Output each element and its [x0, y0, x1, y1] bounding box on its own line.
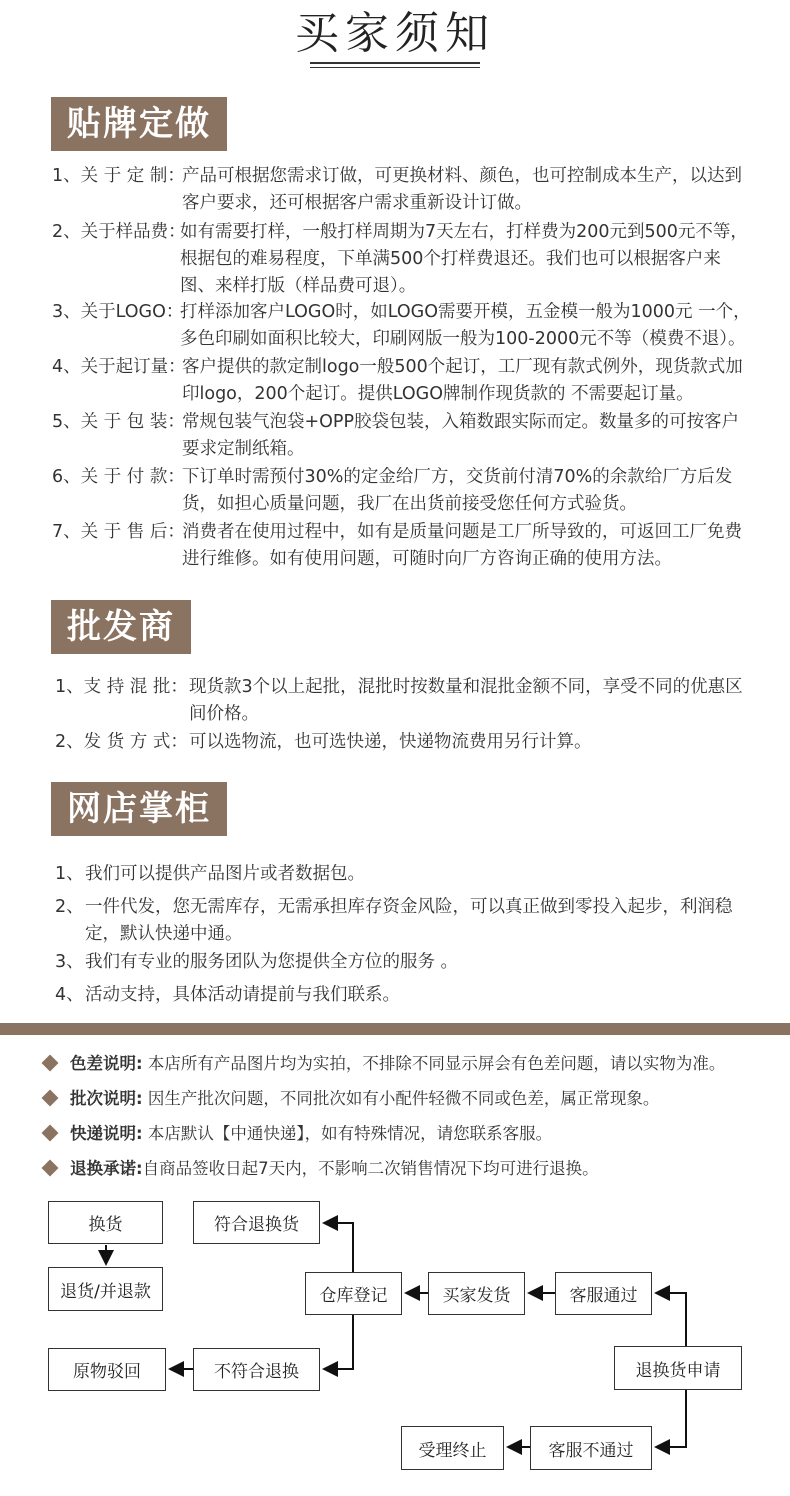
shop-item-number: 1、	[55, 864, 84, 884]
note-text: 本店默认【中通快递】，如有特殊情况，请您联系客服。	[147, 1124, 553, 1143]
wholesale-item-label: 1、支 持 混 批：	[55, 677, 188, 697]
flow-box-terminate: 受理终止	[401, 1426, 504, 1470]
custom-item-label: 2、关于样品费：	[52, 222, 186, 242]
custom-item-label: 6、关 于 付 款：	[52, 467, 185, 487]
flow-box-reject-goods: 原物驳回	[48, 1348, 166, 1391]
arrow-apply-to-cs-approve	[658, 1293, 686, 1346]
custom-item-text: 下订单时需预付30%的定金给厂方，交货前付清70%的余款给厂方后发货，如担心质量问题，我厂在出货前接受您任何方式验货。	[182, 467, 733, 514]
custom-item-text: 消费者在使用过程中，如有是质量问题是工厂所导致的，可返回工厂免费进行维修。如有使用问题，可随时向厂方咨询正确的使用方法。	[182, 522, 742, 569]
custom-item-label: 4、关于起订量：	[52, 357, 186, 377]
note-label: 退换承诺:	[70, 1159, 143, 1178]
custom-item-text: 产品可根据您需求订做，可更换材料、颜色，也可控制成本生产，以达到客户要求，还可根据客户需求重新设计订做。	[182, 166, 742, 213]
shop-item-number: 3、	[55, 952, 84, 972]
flow-box-cs-reject: 客服不通过	[530, 1426, 652, 1470]
flow-box-buyer-ship: 买家发货	[428, 1272, 525, 1315]
flow-box-cs-approve: 客服通过	[555, 1272, 652, 1315]
flow-box-apply: 退换货申请	[614, 1346, 742, 1390]
section-header-shop: 网店掌柜	[51, 782, 227, 836]
shop-item-text: 一件代发，您无需库存，无需承担库存资金风险，可以真正做到零投入起步，利润稳定，默认快递中通。	[85, 897, 733, 944]
custom-item-label: 5、关 于 包 装：	[52, 412, 185, 432]
note-label: 批次说明:	[70, 1089, 143, 1108]
flow-box-refund: 退货/并退款	[48, 1267, 163, 1311]
note-text: 因生产批次问题，不同批次如有小配件轻微不同或色差，属正常现象。	[147, 1089, 660, 1108]
section-header-wholesale: 批发商	[51, 600, 191, 654]
flow-box-exchange: 换货	[48, 1201, 163, 1244]
flow-box-qualified: 符合退换货	[193, 1201, 320, 1244]
wholesale-item-label: 2、发 货 方 式：	[55, 732, 188, 752]
wholesale-item-text: 现货款3个以上起批，混批时按数量和混批金额不同，享受不同的优惠区间价格。	[189, 677, 743, 724]
custom-item-text: 客户提供的款定制logo一般500个起订，工厂现有款式例外，现货款式加印logo，200个起订。提供LOGO牌制作现货款的 不需要起订量。	[182, 357, 743, 404]
custom-item-text: 如有需要打样，一般打样周期为7天左右，打样费为200元到500元不等，根据包的难易程度，下单满500个打样费退还。我们也可以根据客户来图、来样打版（样品费可退）。	[180, 222, 748, 296]
note-text: 自商品签收日起7天内，不影响二次销售情况下均可进行退换。	[142, 1159, 599, 1178]
shop-item-text: 我们可以提供产品图片或者数据包。	[85, 864, 365, 884]
arrow-warehouse-to-not-qualified	[326, 1314, 353, 1369]
custom-item-label: 7、关 于 售 后：	[52, 522, 185, 542]
arrow-apply-to-cs-reject	[658, 1390, 686, 1447]
wholesale-item-text: 可以选物流，也可选快递，快递物流费用另行计算。	[189, 732, 592, 752]
shop-item-number: 2、	[55, 897, 84, 917]
note-label: 色差说明:	[70, 1054, 143, 1073]
note-text: 本店所有产品图片均为实拍，不排除不同显示屏会有色差问题，请以实物为准。	[147, 1054, 726, 1073]
arrow-warehouse-to-qualified	[326, 1223, 353, 1272]
custom-item-text: 常规包装气泡袋+OPP胶袋包装，入箱数跟实际而定。数量多的可按客户要求定制纸箱。	[182, 412, 740, 459]
custom-item-label: 3、关于LOGO：	[52, 302, 184, 322]
custom-item-text: 打样添加客户LOGO时，如LOGO需要开模，五金模一般为1000元 一个，多色印刷如面积比较大，印刷网版一般为100-2000元不等（模费不退）。	[180, 302, 751, 349]
section-header-custom: 贴牌定做	[51, 97, 227, 151]
custom-item-label: 1、关 于 定 制：	[52, 166, 185, 186]
flow-box-not-qualified: 不符合退换	[193, 1348, 320, 1391]
shop-item-text: 我们有专业的服务团队为您提供全方位的服务 。	[85, 952, 459, 972]
flow-box-warehouse: 仓库登记	[305, 1272, 402, 1315]
shop-item-text: 活动支持，具体活动请提前与我们联系。	[85, 985, 400, 1005]
page-title: 买家须知	[295, 8, 495, 59]
shop-item-number: 4、	[55, 985, 84, 1005]
note-label: 快递说明:	[70, 1124, 143, 1143]
